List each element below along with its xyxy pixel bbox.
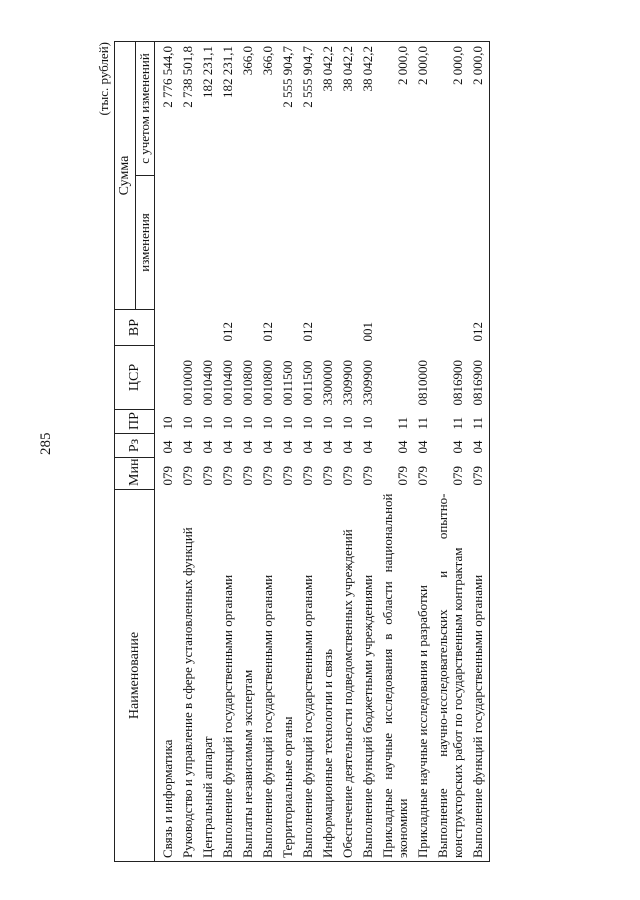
row-changes (430, 176, 465, 310)
row-csr: 0010400 (200, 360, 215, 406)
row-pr: 10 (240, 416, 255, 430)
row-total: 366,0 (235, 42, 255, 176)
row-name: Информационные технологии и связь (315, 490, 335, 862)
header-sum: Сумма (115, 42, 136, 310)
row-csr: 0816900 (465, 346, 490, 410)
table-row (355, 42, 375, 862)
row-rz: 04 (340, 440, 355, 454)
table-row (155, 42, 176, 862)
units-label: (тыс. рублей) (96, 42, 111, 116)
header-min: Мин (115, 458, 155, 490)
row-min: 079 (180, 466, 195, 486)
row-rz: 04 (415, 440, 430, 454)
row-min: 079 (240, 466, 255, 486)
row-rz: 04 (280, 440, 295, 454)
row-total: 2 000,0 (375, 42, 410, 176)
row-pr: 11 (395, 416, 410, 430)
row-rz: 04 (360, 440, 375, 454)
row-name: Выполнение научно-исследовательских и опытно-конструкторских работ по государственным контрактам (430, 490, 465, 862)
row-rz: 04 (465, 434, 490, 458)
row-total: 366,0 (255, 42, 275, 176)
row-rz: 04 (180, 440, 195, 454)
row-min: 079 (260, 466, 275, 486)
row-total: 2 000,0 (465, 42, 490, 176)
row-min: 079 (340, 466, 355, 486)
row-changes (355, 176, 375, 310)
row-rz: 04 (260, 440, 275, 454)
row-total: 38 042,2 (355, 42, 375, 176)
row-name: Выполнение функций государственными органами (255, 490, 275, 862)
row-changes (235, 176, 255, 310)
row-vr (195, 310, 215, 346)
row-vr (275, 310, 295, 346)
row-vr: 012 (260, 322, 275, 342)
row-pr: 10 (340, 416, 355, 430)
row-min: 079 (450, 466, 465, 486)
row-csr: 0011500 (280, 360, 295, 406)
table-row (295, 42, 315, 862)
row-changes (375, 176, 410, 310)
row-vr (335, 310, 355, 346)
row-vr (155, 310, 176, 346)
row-min: 079 (300, 466, 315, 486)
table-row (175, 42, 195, 862)
row-name: Выполнение функций государственными органами (295, 490, 315, 862)
row-name: Центральный аппарат (195, 490, 215, 862)
row-min: 079 (320, 466, 335, 486)
page-number: 285 (38, 432, 54, 455)
table-row (315, 42, 335, 862)
row-changes (295, 176, 315, 310)
row-name: Руководство и управление в сфере установленных функций (175, 490, 195, 862)
row-min: 079 (465, 458, 490, 490)
table-row (215, 42, 235, 862)
row-name: Прикладные научные исследования в области национальной экономики (375, 490, 410, 862)
table-row (375, 42, 410, 862)
row-name: Выполнение функций государственными органами (465, 490, 490, 862)
rotated-page (98, 42, 598, 862)
row-pr: 11 (465, 410, 490, 434)
table-row (465, 42, 490, 862)
table-row (335, 42, 355, 862)
row-csr (375, 346, 410, 410)
row-vr (410, 310, 430, 346)
row-csr: 0011500 (300, 360, 315, 406)
row-total: 38 042,2 (335, 42, 355, 176)
row-rz: 04 (220, 440, 235, 454)
row-name: Выполнение функций государственными органами (215, 490, 235, 862)
table-body (155, 42, 490, 862)
header-changes: изменения (136, 176, 155, 310)
row-rz: 04 (200, 440, 215, 454)
row-vr: 001 (360, 322, 375, 342)
row-changes (175, 176, 195, 310)
row-csr: 0010400 (220, 360, 235, 406)
row-pr: 10 (160, 416, 175, 430)
row-total: 2 555 904,7 (275, 42, 295, 176)
row-changes (335, 176, 355, 310)
budget-table (114, 41, 490, 862)
row-csr: 0010800 (240, 360, 255, 406)
row-csr: 0010800 (260, 360, 275, 406)
row-pr: 10 (300, 416, 315, 430)
row-pr: 10 (320, 416, 335, 430)
table-row (195, 42, 215, 862)
row-pr: 10 (220, 416, 235, 430)
row-min: 079 (415, 466, 430, 486)
table-row (275, 42, 295, 862)
table-row (430, 42, 465, 862)
row-pr: 11 (450, 416, 465, 430)
row-changes (255, 176, 275, 310)
row-min: 079 (395, 466, 410, 486)
row-total: 2 000,0 (430, 42, 465, 176)
row-csr: 0810000 (415, 360, 430, 406)
row-name: Территориальные органы (275, 490, 295, 862)
row-pr: 11 (415, 416, 430, 430)
header-vr: ВР (115, 310, 155, 346)
row-rz: 04 (395, 440, 410, 454)
row-changes (195, 176, 215, 310)
row-min: 079 (280, 466, 295, 486)
header-with-changes: с учетом изменений (136, 42, 155, 176)
row-changes (275, 176, 295, 310)
row-vr (175, 310, 195, 346)
row-vr (430, 310, 465, 346)
row-pr: 10 (280, 416, 295, 430)
row-csr (155, 346, 176, 410)
header-rz: Рз (115, 434, 155, 458)
row-name: Обеспечение деятельности подведомственных учреждений (335, 490, 355, 862)
row-total: 2 738 501,8 (175, 42, 195, 176)
row-total: 182 231,1 (195, 42, 215, 176)
row-pr: 10 (260, 416, 275, 430)
row-name: Выплаты независимым экспертам (235, 490, 255, 862)
row-name: Выполнение функций бюджетными учреждениями (355, 490, 375, 862)
row-pr: 10 (360, 416, 375, 430)
header-csr: ЦСР (115, 346, 155, 410)
table-row (410, 42, 430, 862)
row-rz: 04 (450, 440, 465, 454)
row-total: 182 231,1 (215, 42, 235, 176)
row-pr: 10 (200, 416, 215, 430)
row-rz: 04 (300, 440, 315, 454)
row-min: 079 (360, 466, 375, 486)
row-changes (155, 176, 176, 310)
row-csr: 3309900 (360, 360, 375, 406)
row-changes (215, 176, 235, 310)
table-row (235, 42, 255, 862)
row-vr (375, 310, 410, 346)
row-vr (315, 310, 335, 346)
row-csr: 3300000 (320, 360, 335, 406)
row-rz: 04 (320, 440, 335, 454)
table-header (115, 42, 155, 862)
row-changes (465, 176, 490, 310)
row-csr: 3309900 (340, 360, 355, 406)
row-min: 079 (200, 466, 215, 486)
row-vr: 012 (220, 322, 235, 342)
row-vr: 012 (465, 310, 490, 346)
row-name: Прикладные научные исследования и разработки (410, 490, 430, 862)
row-total: 38 042,2 (315, 42, 335, 176)
row-min: 079 (220, 466, 235, 486)
row-total: 2 776 544,0 (155, 42, 176, 176)
row-total: 2 000,0 (410, 42, 430, 176)
row-csr: 0010000 (180, 360, 195, 406)
header-pr: ПР (115, 410, 155, 434)
row-total: 2 555 904,7 (295, 42, 315, 176)
table-row (255, 42, 275, 862)
row-changes (315, 176, 335, 310)
row-name: Связь и информатика (155, 490, 176, 862)
row-min: 079 (160, 466, 175, 486)
row-vr (235, 310, 255, 346)
header-name: Наименование (115, 490, 155, 862)
row-vr: 012 (300, 322, 315, 342)
row-changes (410, 176, 430, 310)
row-pr: 10 (180, 416, 195, 430)
row-rz: 04 (160, 440, 175, 454)
row-rz: 04 (240, 440, 255, 454)
row-csr: 0816900 (450, 360, 465, 406)
